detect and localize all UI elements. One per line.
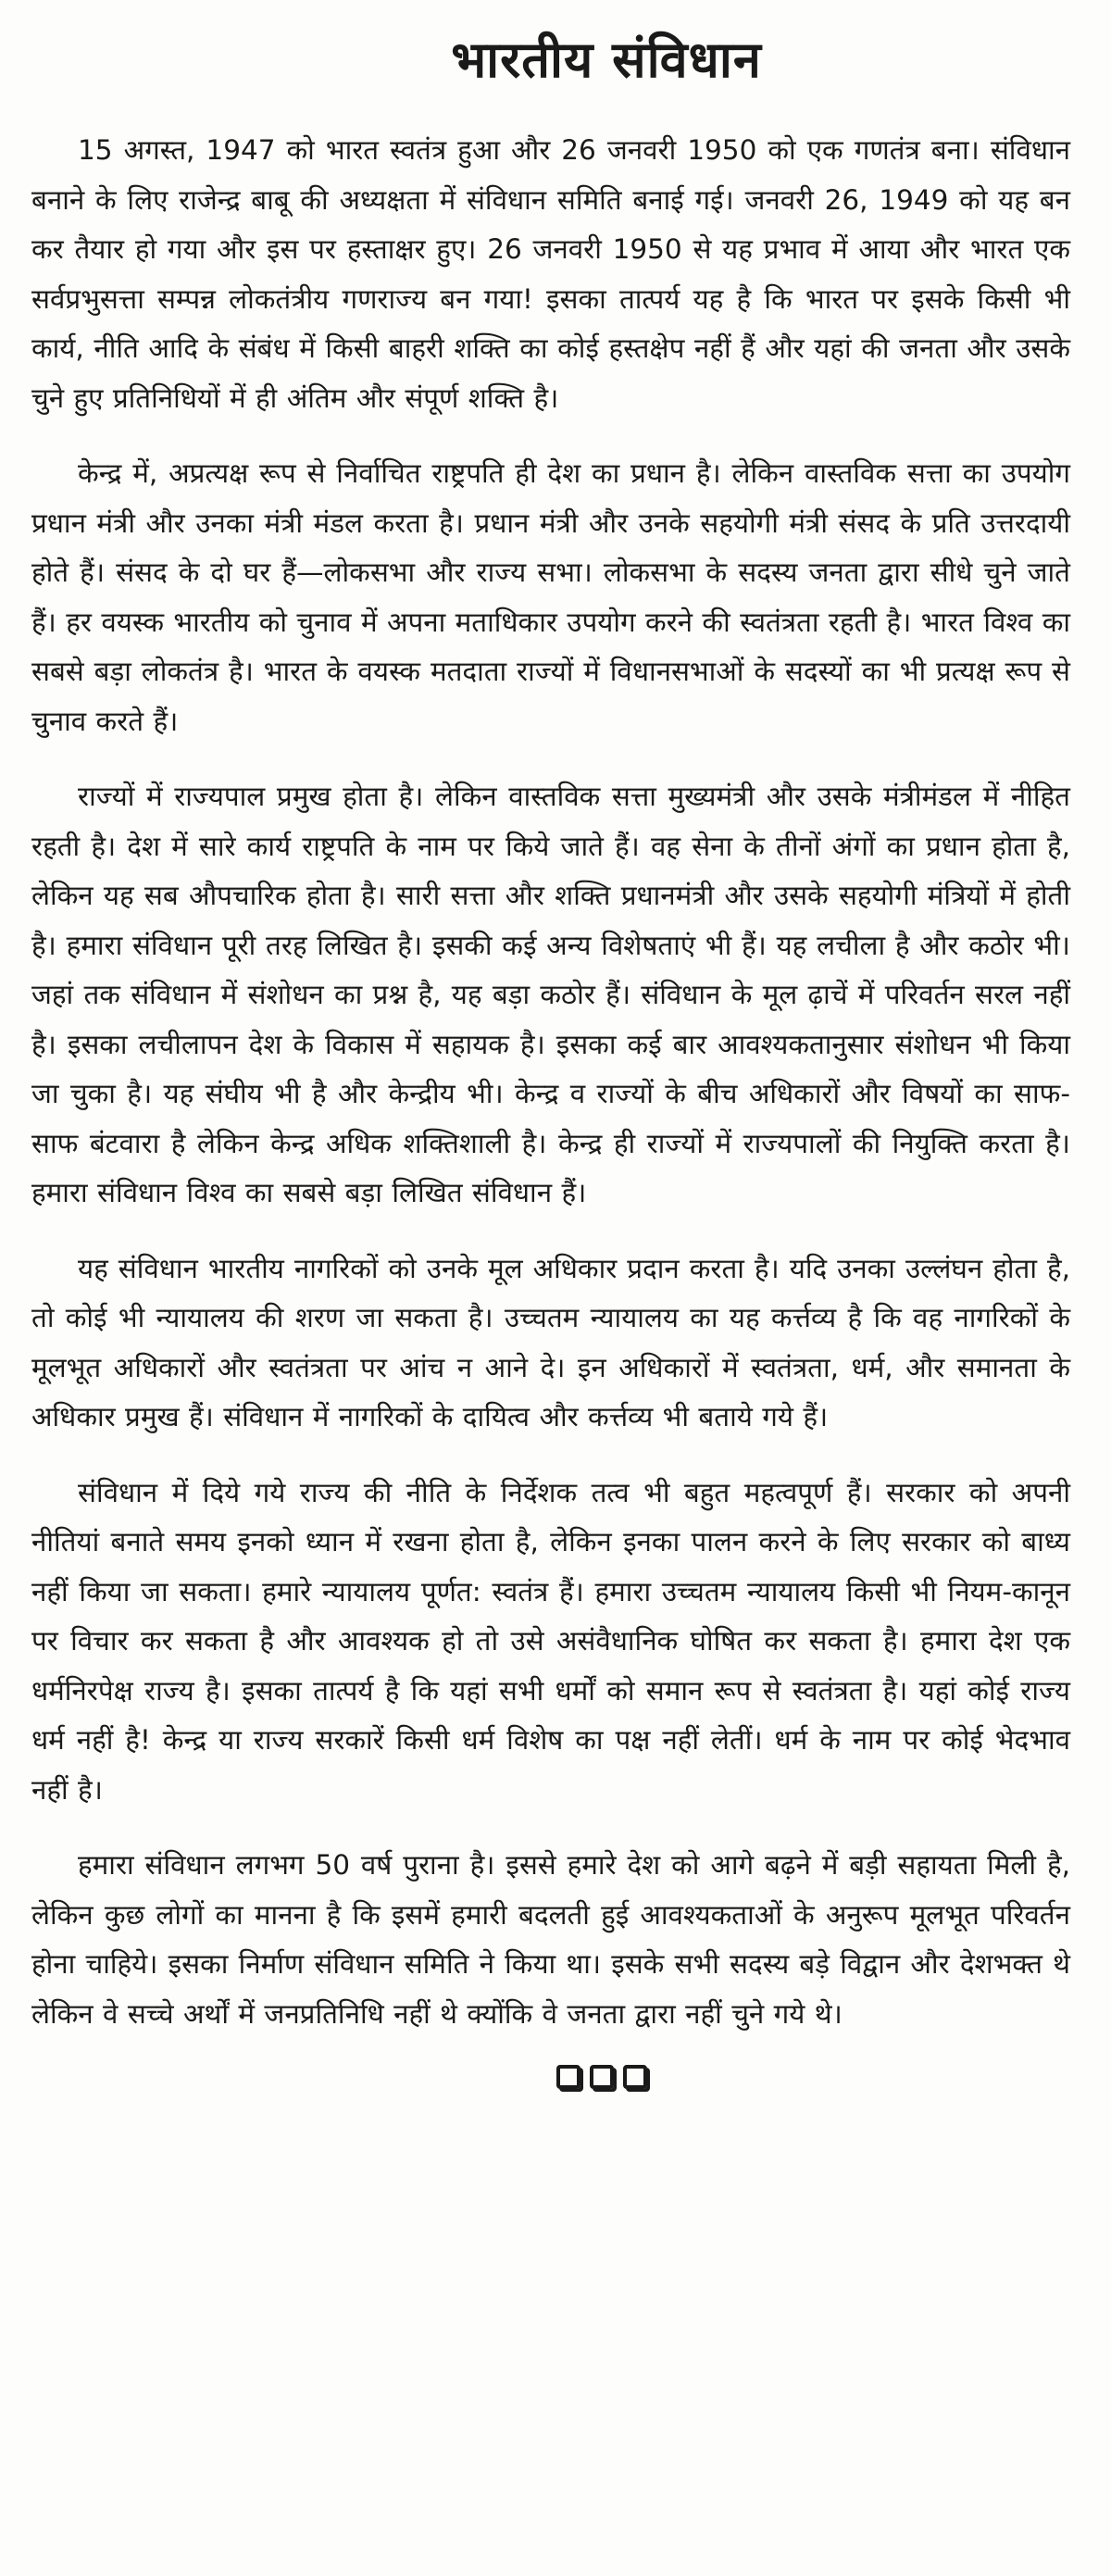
end-marks — [31, 2065, 1070, 2089]
page-title: भारतीय संविधान — [451, 31, 762, 89]
paragraph-4: यह संविधान भारतीय नागरिकों को उनके मूल अधिकार प्रदान करता है। यदि उनका उल्लंघन होता है, तो कोई भी न्यायालय की शरण जा सकता है। उच्चतम न्यायालय का यह कर्त्तव्य है कि वह नागरिकों के मूलभूत अधिकारों और स्वतंत्रता पर आंच न आने दे। इन अधिकारों में स्वतंत्रता, धर्म, और समानता के अधिकार प्रमुख हैं। संविधान में नागरिकों के दायित्व और कर्त्तव्य भी बताये गये हैं। — [31, 1252, 1070, 1432]
paragraph-5: संविधान में दिये गये राज्य की नीति के निर्देशक तत्व भी बहुत महत्वपूर्ण हैं। सरकार को अपनी नीतियां बनाते समय इनको ध्यान में रखना होता है, लेकिन इनका पालन करने के लिए सरकार को बाध्य नहीं किया जा सकता। हमारे न्यायालय पूर्णत: स्वतंत्र हैं। हमारा उच्चतम न्यायालय किसी भी नियम-कानून पर विचार कर सकता है और आवश्यक हो तो उसे असंवैधानिक घोषित कर सकता है। हमारा देश एक धर्मनिरपेक्ष राज्य है। इसका तात्पर्य है कि यहां सभी धर्मों को समान रूप से स्वतंत्रता है। यहां कोई राज्य धर्म नहीं है! केन्द्र या राज्य सरकारें किसी धर्म विशेष का पक्ष नहीं लेतीं। धर्म के नाम पर कोई भेदभाव नहीं है। — [31, 1476, 1070, 1806]
box-icon — [590, 2065, 614, 2089]
paragraph-6: हमारा संविधान लगभग 50 वर्ष पुराना है। इससे हमारे देश को आगे बढ़ने में बड़ी सहायता मिली है, लेकिन कुछ लोगों का मानना है कि इसमें हमारी बदलती हुई आवश्यकताओं के अनुरूप मूलभूत परिवर्तन होना चाहिये। इसका निर्माण संविधान समिति ने किया था। इसके सभी सदस्य बड़े विद्वान और देशभक्त थे लेकिन वे सच्चे अर्थों में जनप्रतिनिधि नहीं थे क्योंकि वे जनता द्वारा नहीं चुने गये थे। — [31, 1849, 1070, 2030]
paragraph-1: 15 अगस्त, 1947 को भारत स्वतंत्र हुआ और 26 जनवरी 1950 को एक गणतंत्र बना। संविधान बनाने के लिए राजेन्द्र बाबू की अध्यक्षता में संविधान समिति बनाई गई। जनवरी 26, 1949 को यह बन कर तैयार हो गया और इस पर हस्ताक्षर हुए। 26 जनवरी 1950 से यह प्रभाव में आया और भारत एक सर्वप्रभुसत्ता सम्पन्न लोकतंत्रीय गणराज्य बन गया! इसका तात्पर्य यह है कि भारत पर इसके किसी भी कार्य, नीति आदि के संबंध में किसी बाहरी शक्ति का कोई हस्तक्षेप नहीं हैं और यहां की जनता और उसके चुने हुए प्रतिनिधियों में ही अंतिम और संपूर्ण शक्ति है। — [31, 134, 1070, 414]
paragraph-2: केन्द्र में, अप्रत्यक्ष रूप से निर्वाचित राष्ट्रपति ही देश का प्रधान है। लेकिन वास्तविक सत्ता का उपयोग प्रधान मंत्री और उनका मंत्री मंडल करता है। प्रधान मंत्री और उनके सहयोगी मंत्री संसद के प्रति उत्तरदायी होते हैं। संसद के दो घर हैं—लोकसभा और राज्य सभा। लोकसभा के सदस्य जनता द्वारा सीधे चुने जाते हैं। हर वयस्क भारतीय को चुनाव में अपना मताधिकार उपयोग करने की स्वतंत्रता रहती है। भारत विश्व का सबसे बड़ा लोकतंत्र है। भारत के वयस्क मतदाता राज्यों में विधानसभाओं के सदस्यों का भी प्रत्यक्ष रूप से चुनाव करते हैं। — [31, 457, 1070, 737]
box-icon — [556, 2065, 580, 2089]
paragraph-3: राज्यों में राज्यपाल प्रमुख होता है। लेकिन वास्तविक सत्ता मुख्यमंत्री और उसके मंत्रीमंडल में नीहित रहती है। देश में सारे कार्य राष्ट्रपति के नाम पर किये जाते हैं। वह सेना के तीनों अंगों का प्रधान होता है, लेकिन यह सब औपचारिक होता है। सारी सत्ता और शक्ति प्रधानमंत्री और उसके सहयोगी मंत्रियों में होती है। हमारा संविधान पूरी तरह लिखित है। इसकी कई अन्य विशेषताएं भी हैं। यह लचीला है और कठोर भी। जहां तक संविधान में संशोधन का प्रश्न है, यह बड़ा कठोर हैं। संविधान के मूल ढ़ाचें में परिवर्तन सरल नहीं है। इसका लचीलापन देश के विकास में सहायक है। इसका कई बार आवश्यकतानुसार संशोधन भी किया जा चुका है। यह संघीय भी है और केन्द्रीय भी। केन्द्र व राज्यों के बीच अधिकारों और विषयों का साफ-साफ बंटवारा है लेकिन केन्द्र अधिक शक्तिशाली है। केन्द्र ही राज्यों में राज्यपालों की नियुक्ति करता है। हमारा संविधान विश्व का सबसे बड़ा लिखित संविधान हैं। — [31, 781, 1070, 1208]
box-icon — [623, 2065, 647, 2089]
